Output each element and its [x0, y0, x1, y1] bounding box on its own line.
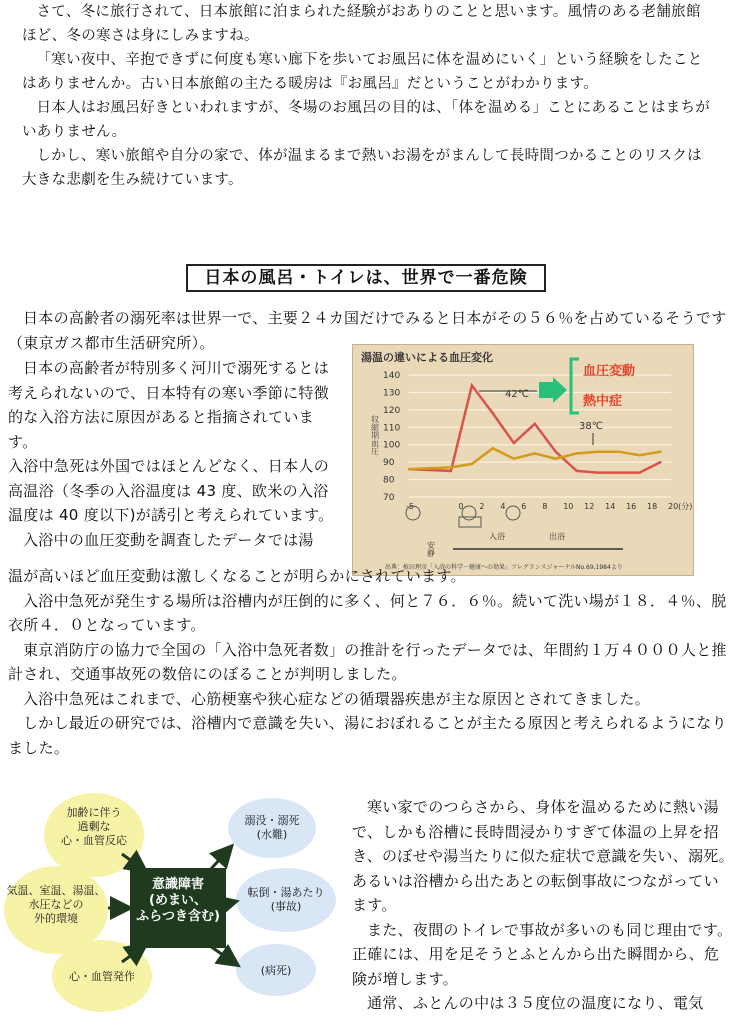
cause-diagram — [4, 790, 344, 1024]
intro-paragraph-4: しかし、寒い旅館や自分の家で、体が温まるまで熱いお湯をがまんして長時間つかることのリスクは大きな悲劇を生み続けています。 — [22, 148, 702, 188]
chart-point — [617, 471, 619, 473]
chart-label-42: 42℃ — [505, 389, 529, 400]
chart-point — [492, 447, 494, 449]
diagram-label-right-mid: 転倒・湯あたり(事故) — [247, 886, 325, 913]
chart-source: 出典：植田理彦「入浴の科学－健康への効果」フレグランスジャーナルNo.69,1984より — [385, 564, 623, 571]
chart-legend-1: 血圧変動 — [583, 364, 636, 379]
section-heading: 日本の風呂・トイレは、世界で一番危険 — [186, 264, 546, 292]
chart-series-line-2 — [409, 448, 661, 469]
chart-title: 湯温の違いによる血圧変化 — [361, 351, 493, 364]
chart-point — [450, 466, 452, 468]
chart-figure-bath — [462, 506, 476, 520]
chart-legend-2: 熱中症 — [583, 394, 623, 409]
chart-point — [638, 454, 640, 456]
intro-paragraph-1: さて、冬に旅行されて、日本旅館に泊まられた経験がおありのことと思います。風情のある老舗旅館ほど、冬の寒さは身にしみますね。 — [22, 4, 701, 44]
diagram-label-right-bottom: (病死) — [260, 964, 292, 977]
blood-pressure-chart — [352, 344, 694, 576]
chart-phase-3: 出浴 — [549, 532, 565, 541]
chart-point — [596, 450, 598, 452]
diagram-label-left-top: 加齢に伴う過剰な心・血管反応 — [61, 806, 127, 847]
diagram-label-center: 意識障害(めまい、ふらつき含む) — [136, 877, 220, 924]
chart-point — [408, 468, 410, 470]
chart-x-tick-label: 4 — [500, 502, 506, 511]
chart-bracket — [571, 359, 579, 413]
chart-point — [450, 470, 452, 472]
chart-y-tick-label: 130 — [383, 388, 401, 399]
chart-ylabel: 収縮期血圧 — [370, 415, 380, 455]
chart-y-tick-label: 100 — [383, 440, 401, 451]
chart-point — [617, 450, 619, 452]
chart-point — [596, 471, 598, 473]
chart-figure-exit — [506, 506, 520, 520]
chart-point — [555, 457, 557, 459]
chart-x-tick-label: 8 — [542, 502, 548, 511]
chart-phase-1: 安静 — [426, 541, 436, 557]
chart-x-tick-label: 6 — [521, 502, 527, 511]
chart-point — [513, 442, 515, 444]
diagram-arrow-6 — [210, 946, 236, 964]
chart-green-arrow-body — [539, 382, 553, 398]
chart-point — [575, 452, 577, 454]
section-b-paragraph-1: 日本の高齢者が特別多く河川で溺死するとは考えられないので、日本特有の寒い季節に特徴的な入浴方法に原因があると指摘されています。 — [8, 359, 330, 451]
diagram-label-right-top: 溺没・溺死(水難) — [244, 814, 300, 841]
chart-series-line-1 — [409, 386, 661, 473]
chart-phase-2: 入浴 — [489, 532, 505, 541]
chart-point — [659, 450, 661, 452]
chart-point — [659, 461, 661, 463]
section-c-paragraph-3: 東京消防庁の協力で全国の「入浴中急死者数」の推計を行ったデータでは、年間約１万４０００人と推計され、交通事故死の数倍にのぼることが判明しました。 — [8, 640, 727, 683]
chart-y-tick-label: 90 — [383, 458, 395, 469]
section-d — [352, 795, 734, 1016]
chart-y-tick-label: 80 — [383, 475, 395, 486]
chart-point — [575, 470, 577, 472]
chart-point — [638, 471, 640, 473]
chart-y-tick-label: 120 — [383, 405, 401, 416]
chart-y-tick-label: 110 — [383, 423, 401, 434]
section-a-paragraph-1: 日本の高齢者の溺死率は世界一で、主要２４カ国だけでみると日本がその５６％を占めているそうです（東京ガス都市生活研究所）。 — [8, 309, 727, 352]
chart-x-tick-label: 20(分) — [668, 502, 693, 511]
section-c-paragraph-1: 温が高いほど血圧変動は激しくなることが明らかにされています。 — [8, 567, 466, 585]
section-b — [8, 356, 338, 552]
chart-x-tick-label: 18 — [647, 502, 658, 511]
chart-point — [513, 457, 515, 459]
chart-point — [534, 452, 536, 454]
section-d-paragraph-1: 寒い家でのつらさから、身体を温めるために熱い湯で、しかも浴槽に長時間浸かりすぎて体温の上昇を招き、のぼせや湯当たりに似た症状で意識を失い、溺死。あるいは浴槽から出たあとの転倒事故につながっています。 — [352, 798, 734, 914]
chart-y-tick-label: 70 — [383, 493, 395, 503]
chart-point — [534, 423, 536, 425]
cause-diagram-svg — [4, 790, 344, 1024]
section-c-paragraph-5: しかし最近の研究では、浴槽内で意識を失い、湯におぼれることが主たる原因と考えられるようになりました。 — [8, 714, 727, 757]
diagram-label-left-mid: 気温、室温、湯温、水圧などの外的環境 — [6, 884, 106, 925]
blood-pressure-chart-svg — [353, 345, 693, 575]
chart-figure-tub — [459, 517, 481, 527]
chart-x-tick-label: 2 — [479, 502, 485, 511]
intro-paragraph-2: 「寒い夜中、辛抱できずに何度も寒い廊下を歩いてお風呂に体を温めにいく」という経験をしたことはありませんか。古い日本旅館の主たる暖房は『お風呂』だということがわかります。 — [22, 52, 703, 92]
section-c-paragraph-2: 入浴中急死が発生する場所は浴槽内が圧倒的に多く、何と７６．６％。続いて洗い場が１８．４％、脱衣所４．０となっています。 — [8, 591, 727, 634]
chart-point — [555, 450, 557, 452]
chart-point — [492, 412, 494, 414]
section-b-paragraph-2: 入浴中急死は外国ではほとんどなく、日本人の高温浴（冬季の入浴温度は 43 度、欧米の入浴温度は 40 度以下)が誘引と考えられています。 — [8, 457, 334, 524]
section-b-paragraph-3: 入浴中の血圧変動を調査したデータでは湯 — [23, 530, 314, 549]
chart-point — [471, 384, 473, 386]
section-d-paragraph-3: 通常、ふとんの中は３５度位の温度になり、電気 — [367, 994, 704, 1012]
chart-x-tick-label: -5 — [406, 502, 414, 511]
diagram-label-left-bottom: 心・血管発作 — [69, 970, 135, 983]
section-c-paragraph-4: 入浴中急死はこれまで、心筋梗塞や狭心症などの循環器疾患が主な原因とされてきました。 — [23, 689, 651, 708]
section-c — [8, 564, 734, 760]
chart-label-38: 38℃ — [579, 421, 603, 432]
intro-paragraph-3: 日本人はお風呂好きといわれますが、冬場のお風呂の目的は、「体を温める」ことにあることはまちがいありません。 — [22, 100, 711, 140]
chart-x-tick-label: 16 — [626, 502, 637, 511]
chart-x-tick-label: 12 — [584, 502, 595, 511]
chart-x-tick-label: 0 — [458, 502, 464, 511]
chart-x-tick-label: 10 — [563, 502, 574, 511]
diagram-arrow-5 — [226, 902, 234, 904]
chart-point — [471, 463, 473, 465]
chart-x-tick-label: 14 — [605, 502, 616, 511]
intro-paragraphs — [22, 0, 712, 192]
diagram-arrow-4 — [210, 848, 230, 870]
chart-green-arrow-head — [553, 377, 567, 403]
section-d-paragraph-2: また、夜間のトイレで事故が多いのも同じ理由です。正確には、用を足そうとふとんから出た瞬間から、危険が増します。 — [352, 920, 733, 988]
chart-y-tick-label: 140 — [383, 371, 401, 381]
